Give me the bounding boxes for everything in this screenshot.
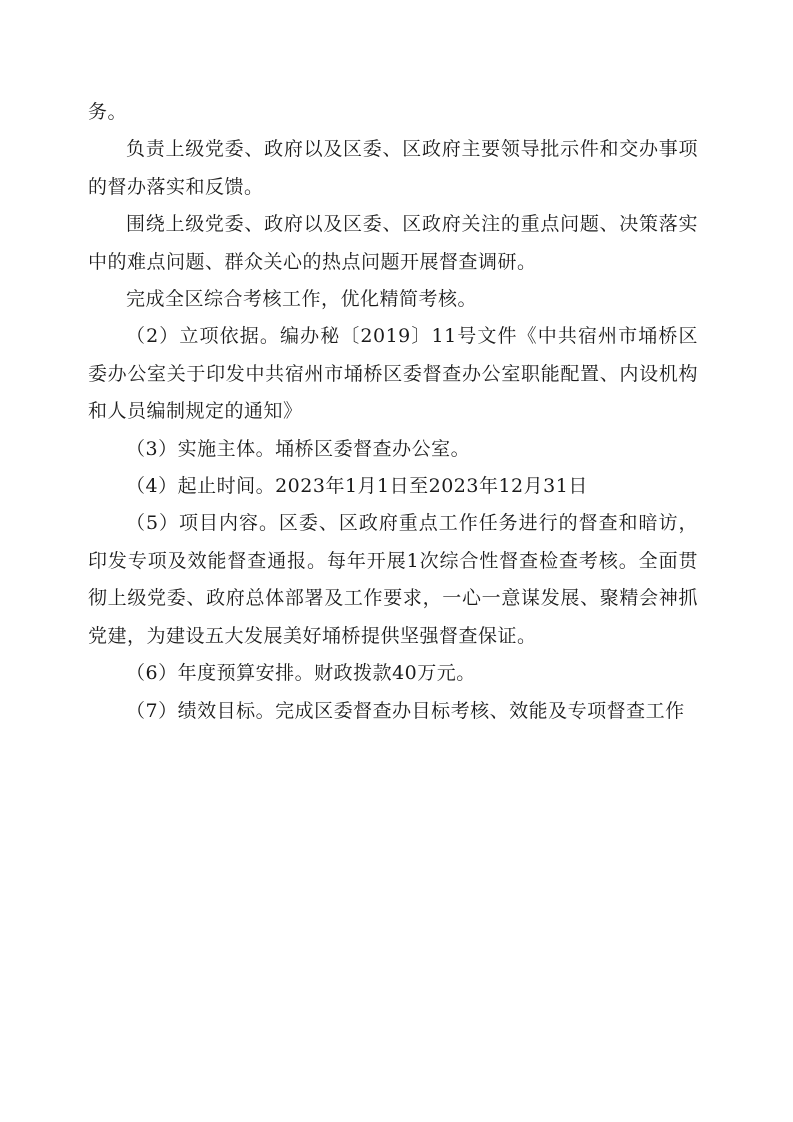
paragraph-project-content: （5）项目内容。区委、区政府重点工作任务进行的督查和暗访，印发专项及效能督查通报。每年开展1次综合性督查检查考核。全面贯彻上级党委、政府总体部署及工作要求，一心一意谋发展、聚精会神抓党建，为建设五大发展美好埇桥提供坚强督查保证。 bbox=[88, 512, 698, 647]
paragraph-implementing-body: （3）实施主体。埇桥区委督查办公室。 bbox=[126, 437, 471, 460]
paragraph-annual-budget: （6）年度预算安排。财政拨款40万元。 bbox=[126, 662, 476, 685]
paragraph-performance-goal: （7）绩效目标。完成区委督查办目标考核、效能及专项督查工作 bbox=[126, 699, 685, 722]
paragraph-supervision-research: 围绕上级党委、政府以及区委、区政府关注的重点问题、决策落实中的难点问题、群众关心的热点问题开展督查调研。 bbox=[88, 213, 698, 273]
paragraph-continuation: 务。 bbox=[88, 101, 128, 123]
paragraph-time-period: （4）起止时间。2023年1月1日至2023年12月31日 bbox=[126, 475, 588, 498]
paragraph-supervision-feedback: 负责上级党委、政府以及区委、区政府主要领导批示件和交办事项的督办落实和反馈。 bbox=[88, 138, 698, 198]
paragraph-assessment: 完成全区综合考核工作，优化精简考核。 bbox=[126, 288, 478, 311]
document-body bbox=[88, 94, 698, 730]
paragraph-project-basis: （2）立项依据。编办秘〔2019〕11号文件《中共宿州市埇桥区委办公室关于印发中共宿州市埇桥区委督查办公室职能配置、内设机构和人员编制规定的通知》 bbox=[88, 325, 698, 423]
